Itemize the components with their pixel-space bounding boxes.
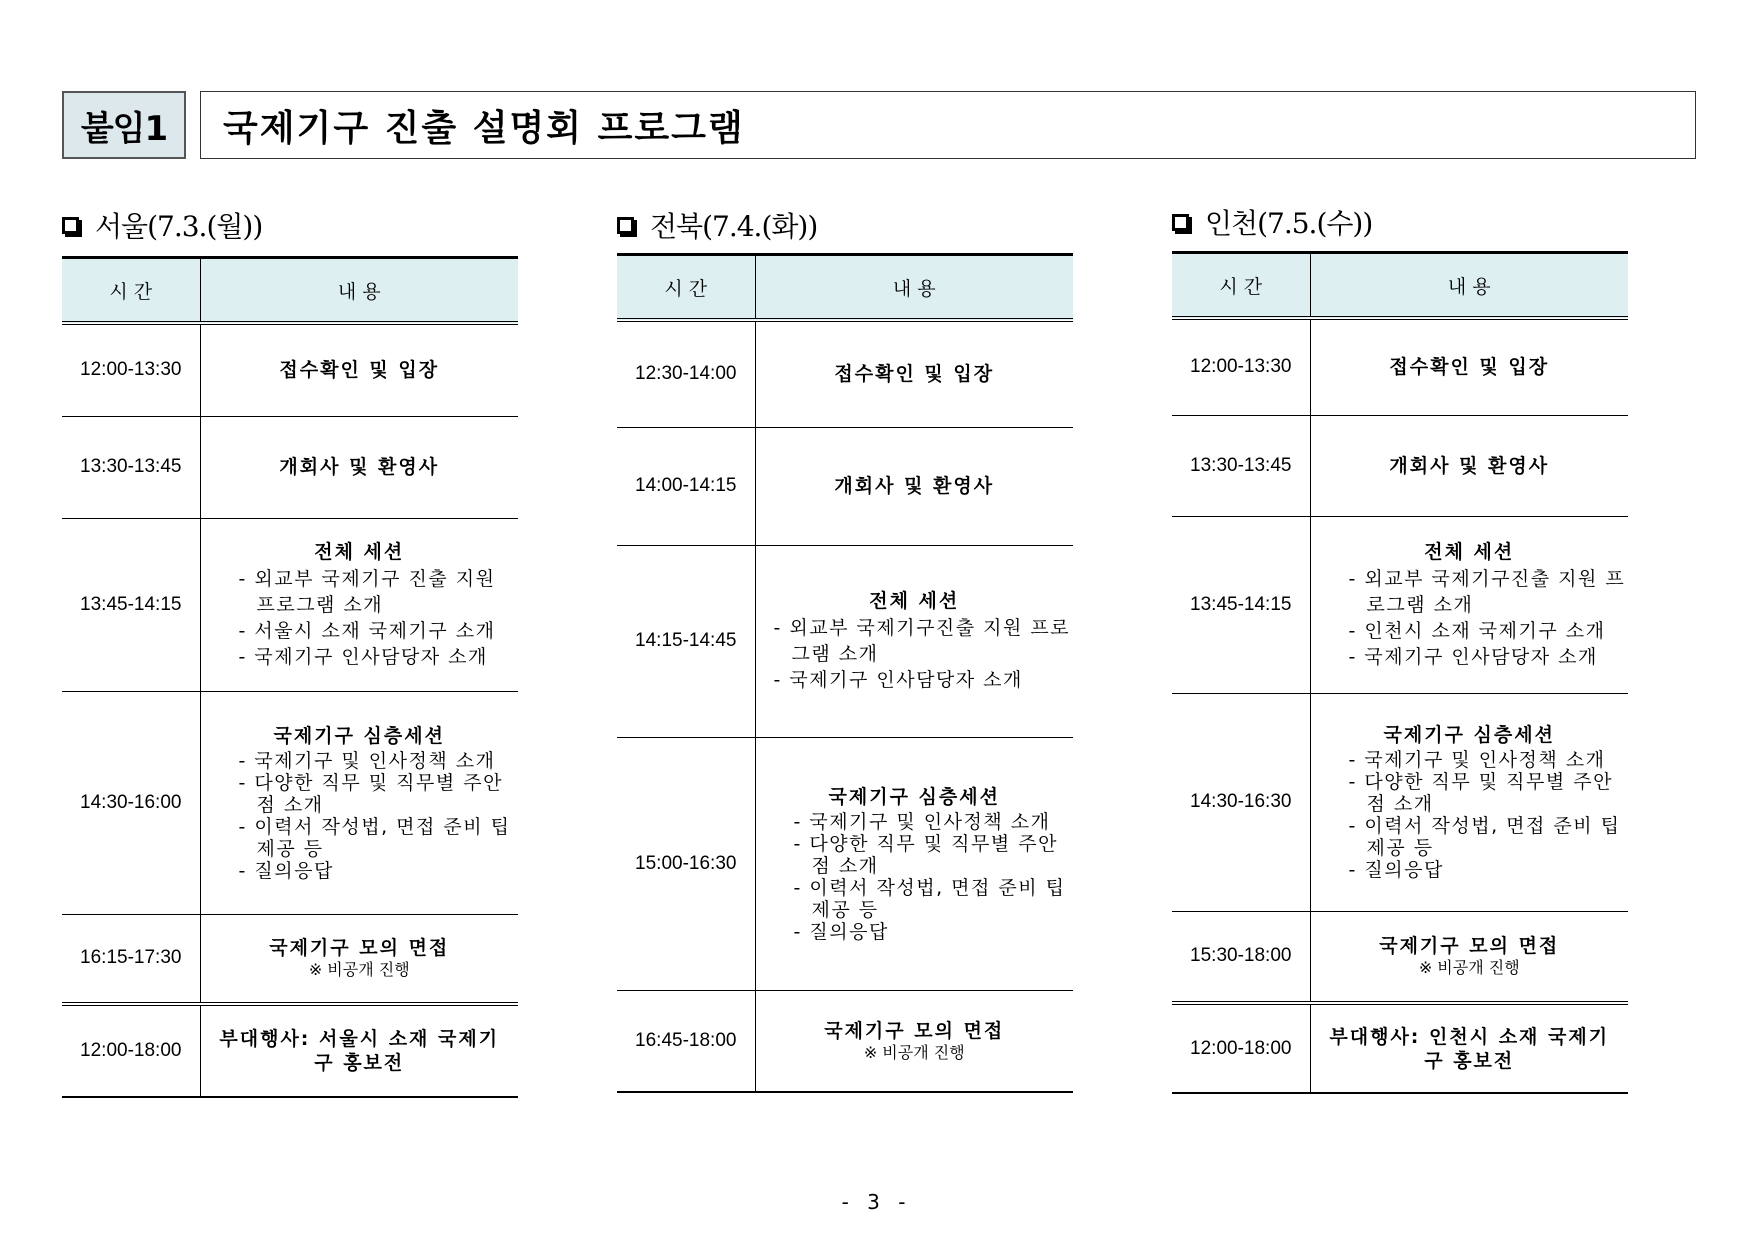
list-item: - 외교부 국제기구 진출 지원 프로그램 소개 — [239, 566, 519, 618]
section-heading-label: 전북(7.4.(화)) — [650, 210, 818, 243]
list-item: - 국제기구 및 인사정책 소개 — [239, 750, 519, 772]
time-cell: 14:00-14:15 — [617, 427, 755, 545]
session-title: 부대행사: 서울시 소재 국제기구 홍보전 — [219, 1028, 500, 1074]
section-heading-jeonbuk — [617, 205, 817, 245]
list-item: - 이력서 작성법, 면접 준비 팁 제공 등 — [1349, 815, 1629, 859]
checkbox-square-icon — [62, 217, 79, 234]
section-heading-label: 서울(7.3.(월)) — [95, 210, 263, 243]
session-items — [1311, 749, 1629, 881]
time-cell: 12:00-13:30 — [62, 323, 200, 416]
session-items — [201, 750, 519, 882]
session-title: 개회사 및 환영사 — [279, 456, 440, 478]
list-item: - 다양한 직무 및 직무별 주안점 소개 — [239, 772, 519, 816]
session-title: 국제기구 심층세션 — [1383, 724, 1555, 746]
list-item: - 다양한 직무 및 직무별 주안점 소개 — [1349, 771, 1629, 815]
table-row — [1172, 415, 1628, 516]
column-header-time: 시 간 — [617, 255, 755, 321]
list-item: - 외교부 국제기구진출 지원 프로그램 소개 — [1349, 566, 1629, 618]
schedule-table-seoul — [62, 256, 518, 1098]
session-items — [1311, 566, 1629, 670]
session-items — [201, 566, 519, 670]
time-cell: 15:00-16:30 — [617, 737, 755, 990]
checkbox-square-icon — [617, 217, 634, 234]
session-note: ※ 비공개 진행 — [863, 1042, 965, 1062]
session-title: 개회사 및 환영사 — [1389, 454, 1550, 477]
time-cell: 16:15-17:30 — [62, 914, 200, 1004]
section-heading-seoul — [62, 205, 262, 245]
session-note: ※ 비공개 진행 — [308, 960, 410, 980]
time-cell: 12:30-14:00 — [617, 320, 755, 427]
session-title: 부대행사: 인천시 소재 국제기구 홍보전 — [1329, 1025, 1610, 1072]
column-header-time: 시 간 — [1172, 253, 1310, 319]
session-title: 국제기구 모의 면접 — [1379, 935, 1560, 958]
session-note: ※ 비공개 진행 — [1418, 958, 1520, 978]
table-row — [1172, 318, 1628, 415]
list-item: - 이력서 작성법, 면접 준비 팁 제공 등 — [239, 816, 519, 860]
list-item: - 국제기구 인사담당자 소개 — [774, 667, 1074, 693]
table-row — [62, 518, 518, 691]
list-item: - 국제기구 인사담당자 소개 — [239, 644, 519, 670]
time-cell: 16:45-18:00 — [617, 990, 755, 1092]
session-title: 개회사 및 환영사 — [834, 475, 995, 497]
table-header — [1172, 253, 1628, 319]
session-title: 전체 세션 — [869, 590, 960, 612]
table-row — [617, 545, 1073, 737]
column-header-content: 내 용 — [755, 255, 1073, 321]
table-row — [1172, 1003, 1628, 1093]
list-item: - 서울시 소재 국제기구 소개 — [239, 618, 519, 644]
section-heading-incheon — [1172, 202, 1372, 242]
table-row — [617, 320, 1073, 427]
time-cell: 15:30-18:00 — [1172, 911, 1310, 1003]
time-cell: 12:00-18:00 — [1172, 1003, 1310, 1093]
table-row — [62, 1004, 518, 1097]
table-row — [62, 691, 518, 914]
table-row — [1172, 693, 1628, 911]
list-item: - 국제기구 및 인사정책 소개 — [794, 811, 1074, 833]
list-item: - 외교부 국제기구진출 지원 프로그램 소개 — [774, 615, 1074, 667]
table-row — [1172, 516, 1628, 693]
session-title: 국제기구 심층세션 — [828, 785, 1000, 808]
list-item: - 질의응답 — [794, 921, 1074, 943]
page-number: - 3 - — [841, 1190, 912, 1214]
table-row — [62, 323, 518, 416]
session-title: 국제기구 모의 면접 — [824, 1019, 1005, 1042]
session-title: 접수확인 및 입장 — [1389, 356, 1550, 379]
table-row — [617, 737, 1073, 990]
checkbox-square-icon — [1172, 214, 1189, 231]
time-cell: 12:00-18:00 — [62, 1004, 200, 1097]
time-cell: 13:45-14:15 — [1172, 516, 1310, 693]
table-row — [62, 416, 518, 518]
time-cell: 14:30-16:30 — [1172, 693, 1310, 911]
session-title: 접수확인 및 입장 — [279, 359, 440, 382]
session-items — [756, 615, 1074, 693]
list-item: - 다양한 직무 및 직무별 주안점 소개 — [794, 833, 1074, 877]
session-title: 전체 세션 — [1424, 540, 1515, 563]
attachment-tag: 붙임1 — [62, 91, 186, 159]
table-header — [62, 258, 518, 324]
column-header-time: 시 간 — [62, 258, 200, 324]
schedule-table-jeonbuk — [617, 253, 1073, 1093]
time-cell: 13:45-14:15 — [62, 518, 200, 691]
time-cell: 12:00-13:30 — [1172, 318, 1310, 415]
table-row — [1172, 911, 1628, 1003]
table-header — [617, 255, 1073, 321]
table-row — [617, 427, 1073, 545]
list-item: - 질의응답 — [1349, 859, 1629, 881]
table-row — [62, 914, 518, 1004]
session-items — [756, 811, 1074, 943]
list-item: - 이력서 작성법, 면접 준비 팁 제공 등 — [794, 877, 1074, 921]
list-item: - 국제기구 인사담당자 소개 — [1349, 644, 1629, 670]
column-header-content: 내 용 — [1310, 253, 1628, 319]
page-title: 국제기구 진출 설명회 프로그램 — [200, 91, 1696, 159]
table-row — [617, 990, 1073, 1092]
session-title: 국제기구 심층세션 — [273, 724, 445, 747]
session-title: 접수확인 및 입장 — [834, 363, 995, 386]
time-cell: 13:30-13:45 — [62, 416, 200, 518]
list-item: - 질의응답 — [239, 860, 519, 882]
time-cell: 13:30-13:45 — [1172, 415, 1310, 516]
time-cell: 14:30-16:00 — [62, 691, 200, 914]
session-title: 국제기구 모의 면접 — [269, 937, 450, 960]
session-title: 전체 세션 — [314, 540, 405, 563]
list-item: - 국제기구 및 인사정책 소개 — [1349, 749, 1629, 771]
time-cell: 14:15-14:45 — [617, 545, 755, 737]
column-header-content: 내 용 — [200, 258, 518, 324]
schedule-table-incheon — [1172, 251, 1628, 1094]
list-item: - 인천시 소재 국제기구 소개 — [1349, 618, 1629, 644]
section-heading-label: 인천(7.5.(수)) — [1205, 207, 1373, 240]
